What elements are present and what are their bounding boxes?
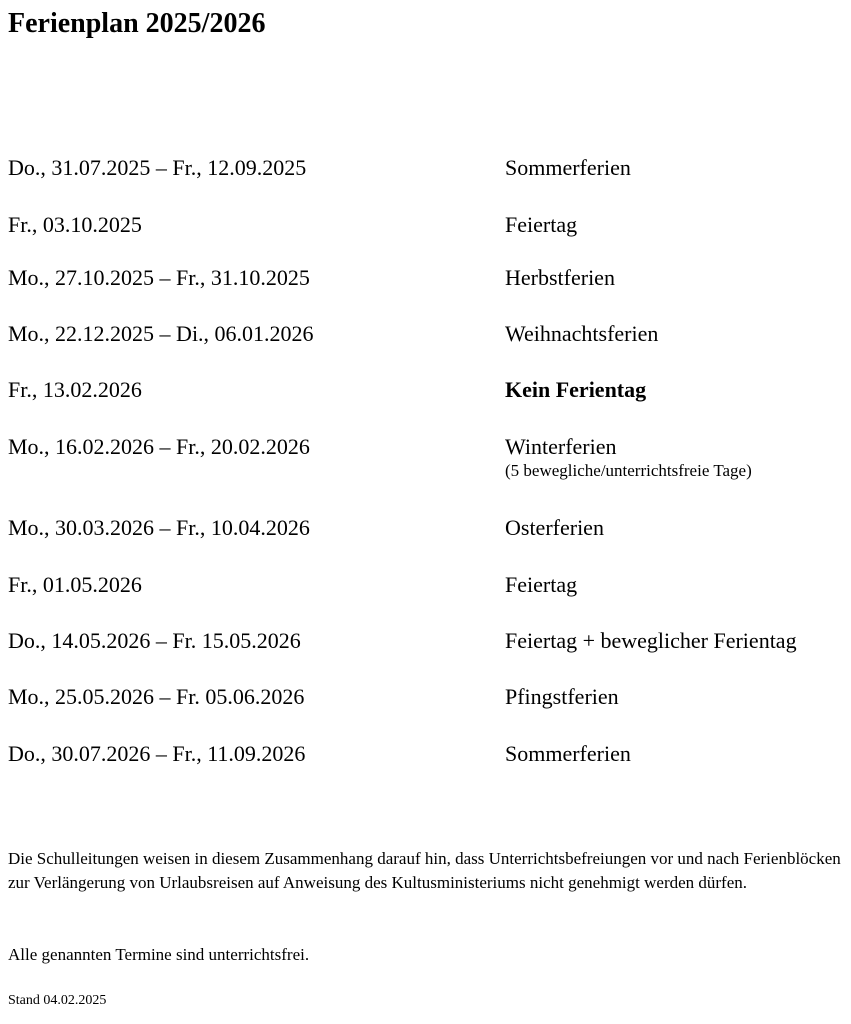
- row-date: Mo., 16.02.2026 – Fr., 20.02.2026: [8, 434, 310, 459]
- row-label: Herbstferien: [505, 265, 615, 290]
- row-label: Sommerferien: [505, 741, 631, 766]
- row-label: Feiertag: [505, 212, 578, 237]
- row-label: Feiertag + beweglicher Ferientag: [505, 628, 797, 653]
- row-date: Do., 30.07.2026 – Fr., 11.09.2026: [8, 741, 306, 766]
- row-date: Mo., 25.05.2026 – Fr. 05.06.2026: [8, 684, 305, 709]
- row-date: Do., 31.07.2025 – Fr., 12.09.2025: [8, 155, 307, 180]
- row-date: Mo., 22.12.2025 – Di., 06.01.2026: [8, 321, 314, 346]
- row-label: Pfingstferien: [505, 684, 619, 709]
- unterrichtsfrei-note: Alle genannten Termine sind unterrichtsfrei.: [8, 945, 310, 964]
- row-date: Do., 14.05.2026 – Fr. 15.05.2026: [8, 628, 301, 653]
- row-date: Fr., 01.05.2026: [8, 572, 142, 597]
- row-label: Sommerferien: [505, 155, 631, 180]
- notice-paragraph: Die Schulleitungen weisen in diesem Zusammenhang darauf hin, dass Unterrichtsbefreiungen vor und nach Ferienblöcken zur Verlängerung von Urlaubsreisen auf Anweisung des Kultusministeriums nicht genehmigt werden dürfen.: [8, 849, 841, 892]
- row-date: Mo., 30.03.2026 – Fr., 10.04.2026: [8, 515, 310, 540]
- row-date: Fr., 13.02.2026: [8, 377, 142, 402]
- stand-date: Stand 04.02.2025: [8, 993, 107, 1008]
- row-label: Osterferien: [505, 515, 604, 540]
- row-label: Winterferien: [505, 434, 617, 459]
- row-date: Mo., 27.10.2025 – Fr., 31.10.2025: [8, 265, 310, 290]
- row-label: Feiertag: [505, 572, 578, 597]
- row-label-emphasis: Kein Ferientag: [505, 377, 647, 402]
- row-sublabel: (5 bewegliche/unterrichtsfreie Tage): [505, 461, 752, 480]
- row-label: Weihnachtsferien: [505, 321, 659, 346]
- row-date: Fr., 03.10.2025: [8, 212, 142, 237]
- page-title: Ferienplan 2025/2026: [8, 8, 266, 39]
